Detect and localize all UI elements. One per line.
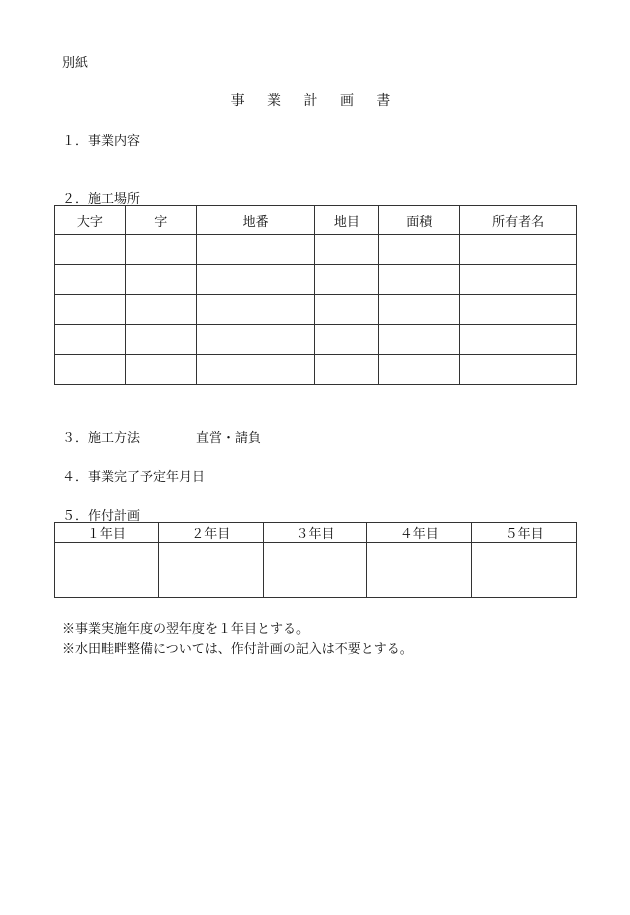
table-cell <box>460 355 577 385</box>
crop-plan-table <box>54 522 577 598</box>
table-cell <box>55 235 126 265</box>
attachment-label: 別紙 <box>62 56 89 71</box>
table-cell <box>379 325 460 355</box>
table-cell <box>379 355 460 385</box>
section-crop-plan: ５．作付計画 <box>62 509 141 524</box>
table-row <box>55 235 577 265</box>
table-cell <box>367 543 472 598</box>
table-cell <box>196 265 315 295</box>
header-owner-name: 所有者名 <box>460 206 577 235</box>
table-cell <box>196 295 315 325</box>
header-year-5: ５年目 <box>472 523 577 543</box>
table-cell <box>379 295 460 325</box>
table-header-row <box>55 206 577 235</box>
table-cell <box>158 543 263 598</box>
table-cell <box>379 265 460 295</box>
table-row <box>55 265 577 295</box>
table-cell <box>460 265 577 295</box>
table-cell <box>315 355 379 385</box>
header-aza: 字 <box>125 206 196 235</box>
header-oaza: 大字 <box>55 206 126 235</box>
table-cell <box>263 543 367 598</box>
table-cell <box>55 265 126 295</box>
table-cell <box>379 235 460 265</box>
table-cell <box>315 325 379 355</box>
table-cell <box>55 295 126 325</box>
header-land-category: 地目 <box>315 206 379 235</box>
table-cell <box>460 325 577 355</box>
table-cell <box>315 235 379 265</box>
table-cell <box>125 325 196 355</box>
table-cell <box>55 325 126 355</box>
table-row <box>55 543 577 598</box>
table-row <box>55 295 577 325</box>
table-cell <box>125 295 196 325</box>
section-construction-site: ２．施工場所 <box>62 192 141 207</box>
table-cell <box>460 295 577 325</box>
table-row <box>55 355 577 385</box>
note-paddy-levee: ※水田畦畔整備については、作付計画の記入は不要とする。 <box>62 642 413 657</box>
header-year-4: ４年目 <box>367 523 472 543</box>
table-header-row <box>55 523 577 543</box>
table-cell <box>55 543 159 598</box>
table-cell <box>125 355 196 385</box>
table-cell <box>125 265 196 295</box>
table-cell <box>315 295 379 325</box>
header-area: 面積 <box>379 206 460 235</box>
table-cell <box>196 235 315 265</box>
note-first-year: ※事業実施年度の翌年度を１年目とする。 <box>62 622 310 637</box>
construction-site-table <box>54 205 577 385</box>
table-cell <box>55 355 126 385</box>
header-lot-number: 地番 <box>196 206 315 235</box>
table-cell <box>460 235 577 265</box>
header-year-1: １年目 <box>55 523 159 543</box>
table-cell <box>196 355 315 385</box>
table-cell <box>196 325 315 355</box>
construction-method-value: 直営・請負 <box>196 431 262 446</box>
section-construction-method: ３．施工方法 <box>62 431 141 446</box>
table-cell <box>472 543 577 598</box>
section-business-content: １．事業内容 <box>62 134 141 149</box>
document-title: 事 業 計 画 書 <box>230 93 400 109</box>
table-cell <box>315 265 379 295</box>
header-year-2: ２年目 <box>158 523 263 543</box>
table-row <box>55 325 577 355</box>
section-completion-date: ４．事業完了予定年月日 <box>62 470 206 485</box>
header-year-3: ３年目 <box>263 523 367 543</box>
table-cell <box>125 235 196 265</box>
